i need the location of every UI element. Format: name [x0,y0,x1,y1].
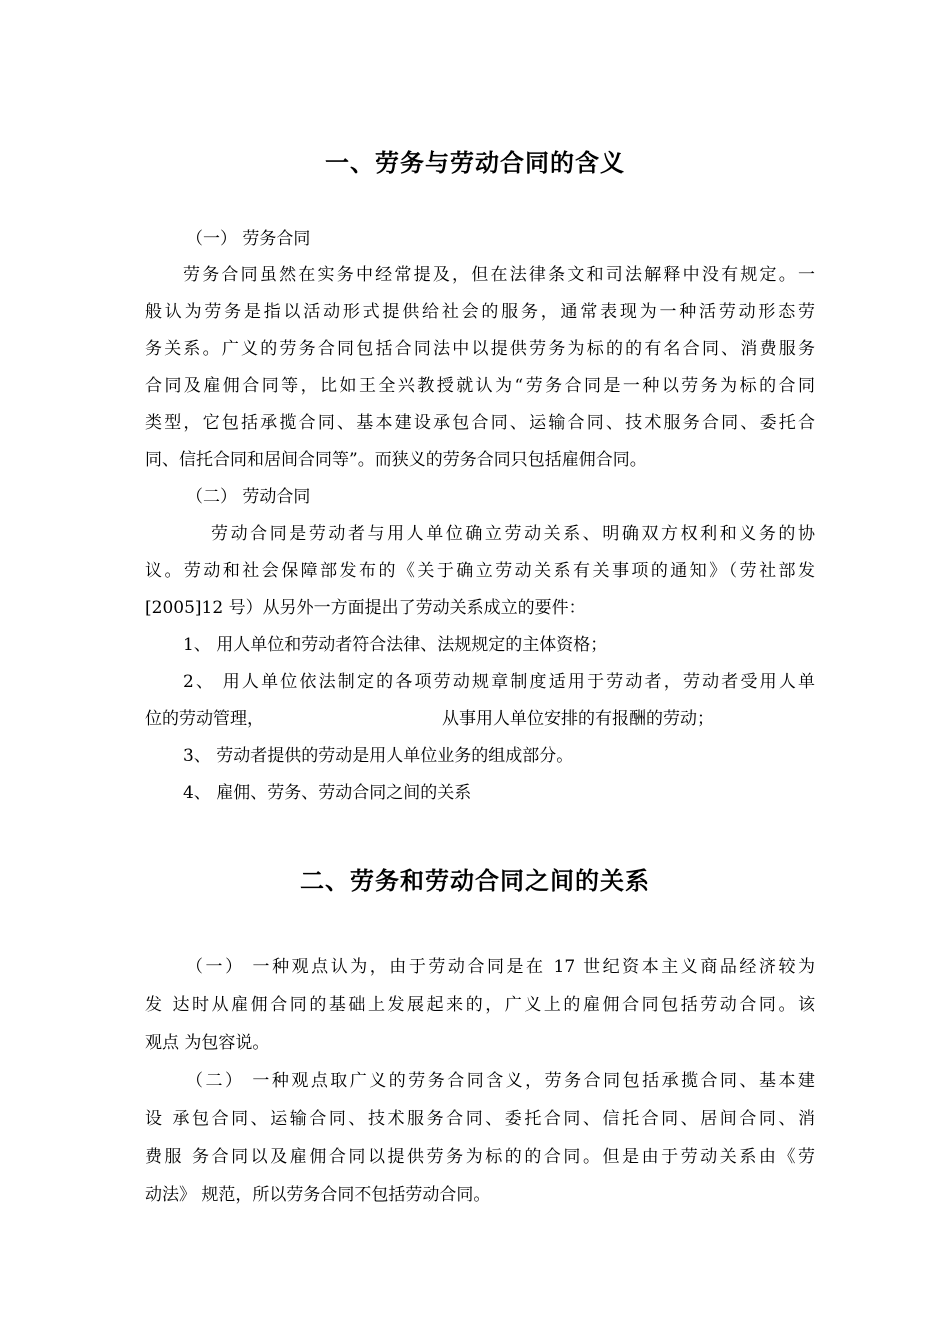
paragraph-line: 动法》 规范，所以劳务合同不包括劳动合同。 [145,1185,491,1205]
list-item: 4、 雇佣、劳务、劳动合同之间的关系 [183,783,472,803]
list-item: 3、 劳动者提供的劳动是用人单位业务的组成部分。 [183,746,574,766]
list-item: 2、 用人单位依法制定的各项劳动规章制度适用于劳动者，劳动者受用人单 [183,672,815,692]
section-2-heading: 二、劳务和劳动合同之间的关系 [300,867,650,895]
paragraph-line: 发 达时从雇佣合同的基础上发展起来的，广义上的雇佣合同包括劳动合同。该 [145,995,815,1015]
paragraph-line: [2005]12 号）从另外一方面提出了劳动关系成立的要件： [145,598,586,618]
paragraph-line: 般认为劳务是指以活动形式提供给社会的服务，通常表现为一种活劳动形态劳 [145,302,815,322]
paragraph-line: 议。劳动和社会保障部发布的《关于确立劳动关系有关事项的通知》（劳社部发 [145,561,815,581]
paragraph-line: （一） 一种观点认为，由于劳动合同是在 17 世纪资本主义商品经济较为 [186,957,815,977]
paragraph-line: 劳动合同是劳动者与用人单位确立劳动关系、明确双方权利和义务的协 [211,524,815,544]
paragraph-line: 类型，它包括承揽合同、基本建设承包合同、运输合同、技术服务合同、委托合 [145,413,815,433]
paragraph-line: （二） 一种观点取广义的劳务合同含义，劳务合同包括承揽合同、基本建 [186,1071,815,1091]
section-1-heading: 一、劳务与劳动合同的含义 [325,149,625,177]
paragraph-line: 劳务合同虽然在实务中经常提及，但在法律条文和司法解释中没有规定。一 [183,265,815,285]
paragraph-line: 观点 为包容说。 [145,1033,270,1053]
list-item: 1、 用人单位和劳动者符合法律、法规规定的主体资格； [183,635,608,655]
paragraph-line: 务关系。广义的劳务合同包括合同法中以提供劳务为标的的有名合同、消费服务 [145,339,815,359]
subheading-labor-contract: （二） 劳动合同 [186,487,311,507]
paragraph-line: 设 承包合同、运输合同、技术服务合同、委托合同、信托合同、居间合同、消 [145,1109,815,1129]
subheading-labor-service-contract: （一） 劳务合同 [186,229,311,249]
paragraph-line: 费服 务合同以及雇佣合同以提供劳务为标的的合同。但是由于劳动关系由《劳 [145,1147,815,1167]
paragraph-line: 合同及雇佣合同等，比如王全兴教授就认为“劳务合同是一种以劳务为标的合同 [145,376,815,396]
paragraph-line: 同、信托合同和居间合同等”。而狭义的劳务合同只包括雇佣合同。 [145,450,647,470]
list-item-continuation: 从事用人单位安排的有报酬的劳动； [442,709,714,729]
list-item-continuation: 位的劳动管理， [145,709,264,729]
